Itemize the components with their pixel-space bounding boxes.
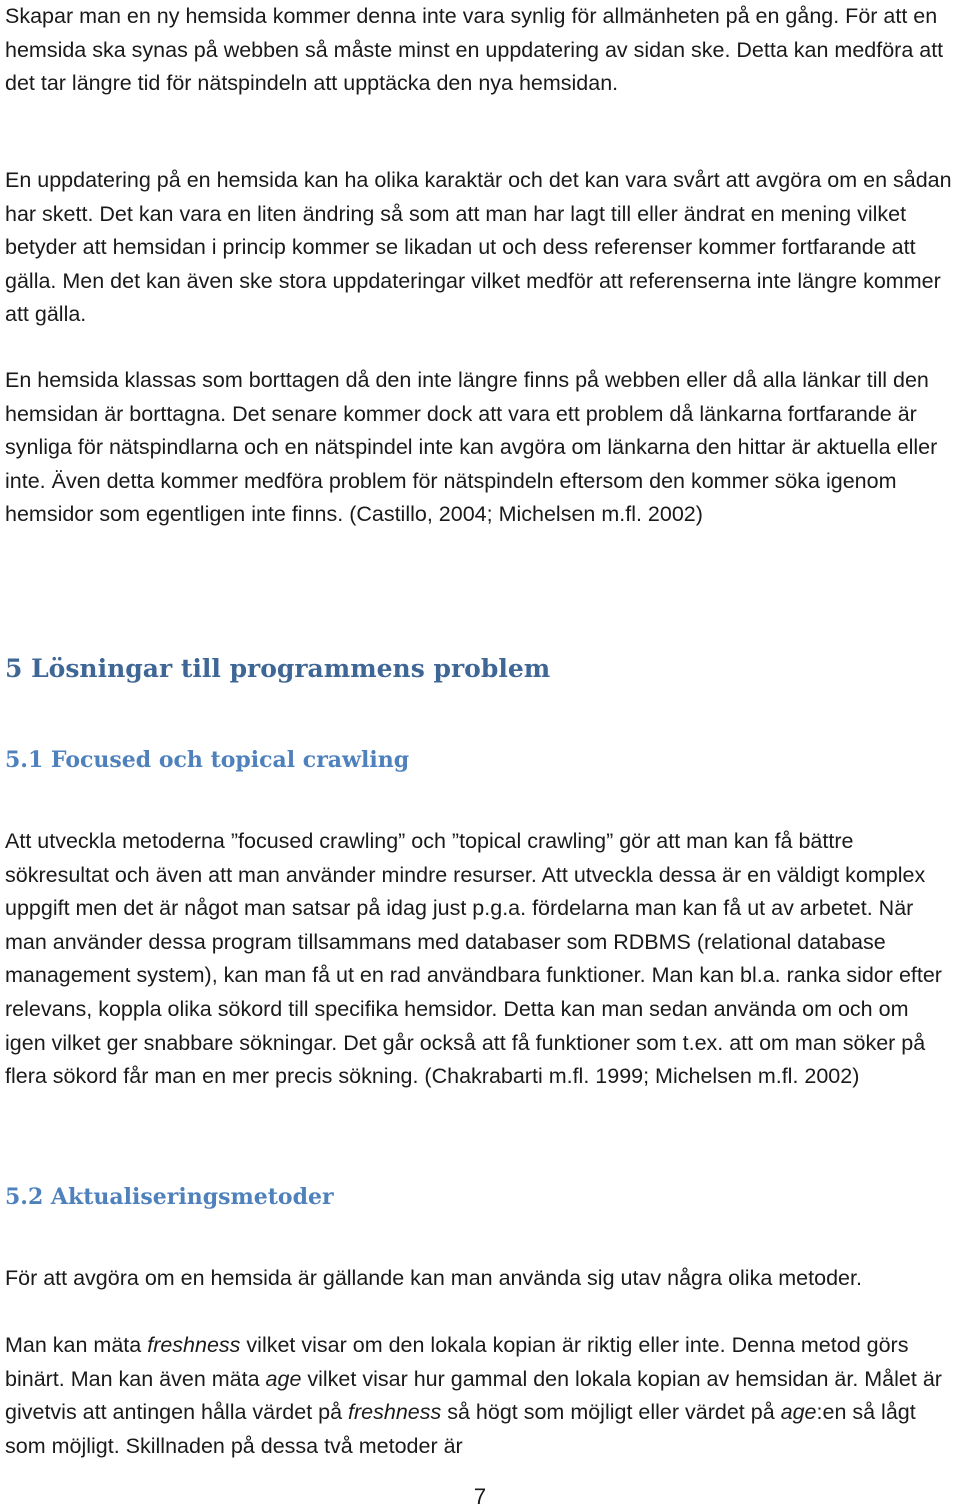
- section-heading-5-1: 5.1 Focused och topical crawling: [5, 747, 410, 773]
- term-freshness: freshness: [348, 1400, 442, 1425]
- text-run: vilket visar om den lokala kopian är riktig eller inte. Denna metod görs binärt. Man kan även mäta: [5, 1333, 909, 1391]
- paragraph-focused-crawling: Att utveckla metoderna ”focused crawling” och ”topical crawling” gör att man kan få bättre sökresultat och även att man använder mindre resurser. Att utveckla dessa är en väldigt komplex uppgift men det är något man satsar på idag just p.g.a. fördelarna man kan få ut av arbetet. När man använder dessa program tillsammans med databaser som RDBMS (relational database management system), kan man få ut en rad användbara funktioner. Man kan bl.a. ranka sidor efter relevans, koppla olika sökord till specifika hemsidor. Detta kan man sedan använda om och om igen vilket ger snabbare sökningar. Det går också att få funktioner som t.ex. att om man söker på flera sökord får man en mer precis sökning. (Chakrabarti m.fl. 1999; Michelsen m.fl. 2002): [5, 829, 942, 1089]
- section-heading-5: 5 Lösningar till programmens problem: [5, 654, 551, 683]
- paragraph-new-website: Skapar man en ny hemsida kommer denna inte vara synlig för allmänheten på en gång. För att en hemsida ska synas på webben så måste minst en uppdatering av sidan ske. Detta kan medföra att det tar längre tid för nätspindeln att upptäcka den nya hemsidan.: [5, 4, 944, 96]
- term-age: age: [265, 1366, 302, 1391]
- text-run: så högt som möjligt eller värdet på: [441, 1400, 781, 1425]
- page-number: 7: [473, 1484, 487, 1509]
- term-age: age: [780, 1400, 817, 1425]
- text-run: vilket visar hur gammal den lokala kopian av hemsidan är. Målet är givetvis att antingen hålla värdet på: [5, 1366, 942, 1425]
- paragraph-update-types: En uppdatering på en hemsida kan ha olika karaktär och det kan vara svårt att avgöra om en sådan har skett. Det kan vara en liten ändring så som att man har lagt till eller ändrat en mening vilket betyder att hemsidan i princip kommer se likadan ut och dess referenser kommer fortfarande att gälla. Men det kan även ske stora uppdateringar vilket medför att referenserna inte längre kommer att gälla.: [5, 168, 952, 327]
- paragraph-freshness-age: [5, 1329, 955, 1463]
- term-freshness: freshness: [147, 1333, 241, 1357]
- text-run: Man kan mäta: [5, 1333, 148, 1357]
- paragraph-update-methods: För att avgöra om en hemsida är gällande kan man använda sig utav några olika metoder.: [5, 1266, 862, 1290]
- text-run: :en så lågt som möjligt. Skillnaden på dessa två metoder är: [5, 1400, 916, 1458]
- section-heading-5-2: 5.2 Aktualiseringsmetoder: [5, 1184, 334, 1210]
- paragraph-removed-website: En hemsida klassas som borttagen då den inte längre finns på webben eller då alla länkar till den hemsidan är borttagna. Det senare kommer dock att vara ett problem då länkarna fortfarande är synliga för nätspindlarna och en nätspindel inte kan avgöra om länkarna den hittar är aktuella eller inte. Även detta kommer medföra problem för nätspindeln eftersom den kommer söka igenom hemsidor som egentligen inte finns. (Castillo, 2004; Michelsen m.fl. 2002): [5, 368, 938, 527]
